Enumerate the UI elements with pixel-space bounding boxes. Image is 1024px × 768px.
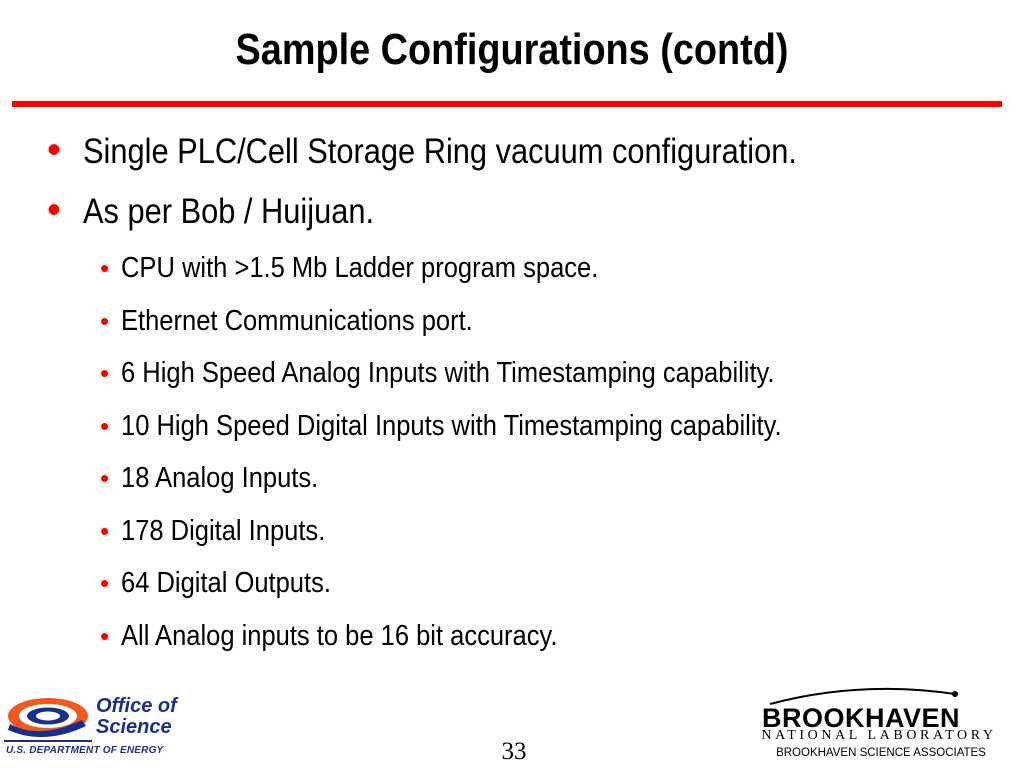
bnl-wordmark: BROOKHAVEN xyxy=(762,703,961,733)
bullet-item xyxy=(45,182,1005,242)
doe-line-science: Science xyxy=(96,716,172,738)
sub-bullet-item xyxy=(45,400,1005,453)
bullet-marker: • xyxy=(100,463,110,493)
bullet-text: 178 Digital Inputs. xyxy=(121,514,326,547)
doe-swirl-icon xyxy=(8,698,88,737)
bullet-text: 64 Digital Outputs. xyxy=(121,567,331,599)
bullet-list xyxy=(45,122,1005,662)
sub-bullet-item xyxy=(45,557,1005,610)
sub-bullet-item xyxy=(45,452,1005,505)
bullet-marker: • xyxy=(100,253,110,283)
bullet-marker: • xyxy=(47,128,62,172)
bullet-text: CPU with >1.5 Mb Ladder program space. xyxy=(121,252,599,284)
bullet-text: 18 Analog Inputs. xyxy=(121,462,319,494)
title-underline xyxy=(12,101,1002,107)
bnl-science-associates: BROOKHAVEN SCIENCE ASSOCIATES xyxy=(776,747,986,759)
bullet-marker: • xyxy=(100,568,110,598)
bullet-text: Single PLC/Cell Storage Ring vacuum configuration. xyxy=(83,132,797,171)
bullet-text: 10 High Speed Digital Inputs with Timestamping capability. xyxy=(121,409,782,442)
bullet-marker: • xyxy=(100,515,110,546)
bullet-marker: • xyxy=(100,620,110,651)
page-number: 33 xyxy=(501,738,527,765)
bullet-text: All Analog inputs to be 16 bit accuracy. xyxy=(121,619,558,652)
doe-department-label: U.S. DEPARTMENT OF ENERGY xyxy=(6,745,164,756)
doe-line-office: Office of xyxy=(96,695,177,717)
sub-bullet-item xyxy=(45,242,1005,295)
sub-bullet-item xyxy=(45,295,1005,348)
bullet-item xyxy=(45,122,1005,182)
bnl-national-laboratory: NATIONAL LABORATORY xyxy=(761,728,997,743)
bullet-marker: • xyxy=(47,188,62,232)
bullet-marker: • xyxy=(100,305,110,336)
slide-title: Sample Configurations (contd) xyxy=(235,25,789,74)
bullet-marker: • xyxy=(100,358,110,388)
sub-bullet-item xyxy=(45,347,1005,400)
sub-bullet-item xyxy=(45,610,1005,663)
bullet-text: Ethernet Communications port. xyxy=(121,304,473,337)
bullet-text: As per Bob / Huijuan. xyxy=(83,192,375,231)
bullet-marker: • xyxy=(100,410,110,441)
doe-wordmark xyxy=(96,696,236,738)
sub-bullet-item xyxy=(45,505,1005,558)
bullet-text: 6 High Speed Analog Inputs with Timestamping capability. xyxy=(121,357,775,389)
